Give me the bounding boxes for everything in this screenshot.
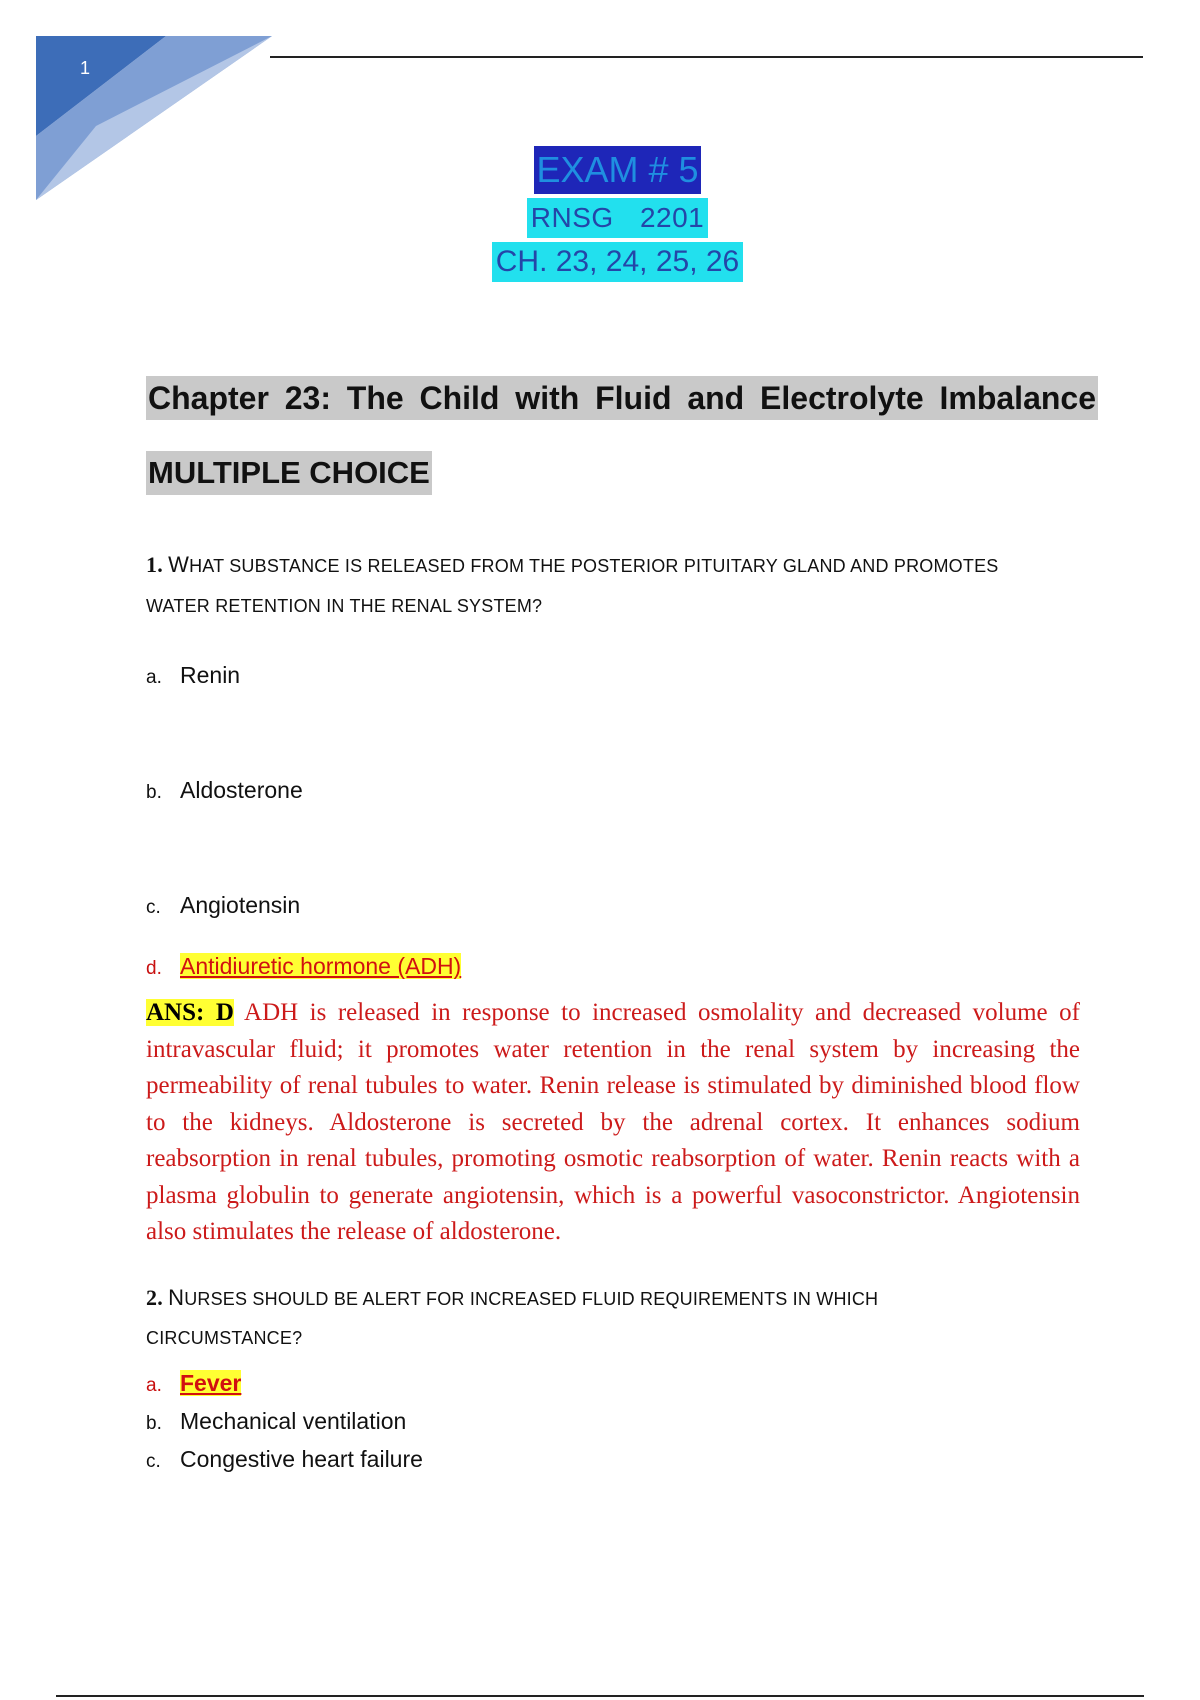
option-c: [146, 892, 300, 919]
option-text: Congestive heart failure: [180, 1446, 423, 1472]
option-letter: d.: [146, 958, 162, 979]
section-title: MULTIPLE CHOICE: [146, 451, 432, 495]
answer-rationale: [146, 995, 1080, 1251]
chapter-list: CH. 23, 24, 25, 26: [492, 242, 744, 282]
option-letter: c.: [146, 897, 161, 918]
option-text: Angiotensin: [180, 892, 301, 918]
question-1-line-1: [146, 544, 999, 587]
rationale-text: ADH is released in response to increased osmolality and decreased volume of intravascular fluid; it promotes water retention in the renal system by increasing the permeability of renal tubules to water. Renin release is stimulated by diminished blood flow to the kidneys. Aldosterone is secreted by the adrenal cortex. It enhances sodium reabsorption in renal tubules, promoting osmotic reabsorption of water. Renin reacts with a plasma globulin to generate angiotensin, which is a powerful vasoconstrictor. Angiotensin also stimulates the release of aldosterone.: [146, 999, 1080, 1245]
option-text: Renin: [180, 662, 241, 688]
option-d-correct: [146, 953, 461, 980]
option-text: Mechanical ventilation: [180, 1408, 407, 1434]
page-number: 1: [80, 58, 91, 78]
question-1-line-2: WATER RETENTION IN THE RENAL SYSTEM?: [146, 596, 543, 616]
question-2-line-2: CIRCUMSTANCE?: [146, 1328, 303, 1348]
question-text: URSES SHOULD BE ALERT FOR INCREASED FLUID REQUIREMENTS IN WHICH: [184, 1289, 879, 1309]
exam-title: EXAM # 5: [534, 146, 700, 194]
footer-rule: [56, 1695, 1144, 1697]
option-c: [146, 1446, 423, 1473]
question-text: HAT SUBSTANCE IS RELEASED FROM THE POSTERIOR PITUITARY GLAND AND PROMOTES: [189, 556, 999, 576]
course-code: RNSG 2201: [527, 198, 708, 238]
option-letter: a.: [146, 1375, 162, 1396]
option-letter: a.: [146, 667, 162, 688]
question-2-line-1: [146, 1277, 878, 1320]
option-text: Antidiuretic hormone (ADH): [180, 953, 462, 979]
option-b: [146, 1408, 406, 1435]
question-first-letter: N: [168, 1285, 185, 1310]
option-letter: b.: [146, 1413, 162, 1434]
exam-header: [0, 146, 1200, 282]
chapter-title: Chapter 23: The Child with Fluid and Electrolyte Imbalance: [146, 376, 1098, 420]
option-text: Fever: [180, 1370, 242, 1396]
question-number: 2.: [146, 1285, 163, 1310]
option-b: [146, 777, 303, 804]
question-number: 1.: [146, 552, 163, 577]
question-first-letter: W: [168, 552, 190, 577]
option-text: Aldosterone: [180, 777, 303, 803]
option-a-correct: [146, 1370, 241, 1397]
header-rule: [270, 56, 1143, 58]
option-letter: c.: [146, 1451, 161, 1472]
option-a: [146, 662, 240, 689]
answer-label: ANS: D: [146, 999, 234, 1026]
option-letter: b.: [146, 782, 162, 803]
